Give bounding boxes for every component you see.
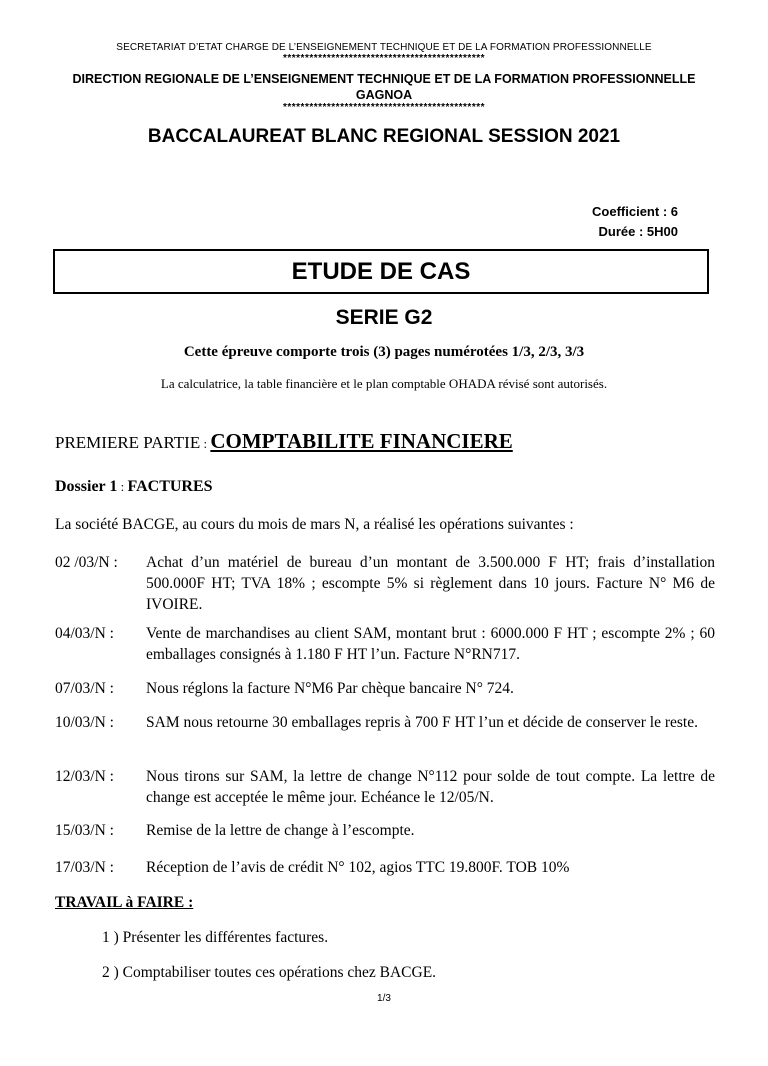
document-header bbox=[0, 42, 768, 148]
operation-date: 17/03/N : bbox=[55, 859, 114, 876]
separator-stars: ********************************************** bbox=[282, 102, 485, 113]
travail-heading: TRAVAIL à FAIRE : bbox=[55, 894, 194, 911]
operation-row bbox=[55, 820, 715, 841]
title-box bbox=[53, 249, 709, 294]
exam-title: BACCALAUREAT BLANC REGIONAL SESSION 2021 bbox=[147, 126, 621, 147]
duration: Durée : 5H00 bbox=[598, 224, 678, 239]
operation-row bbox=[55, 623, 715, 665]
operation-text: Réception de l’avis de crédit N° 102, agios TTC 19.800F. TOB 10% bbox=[146, 859, 570, 876]
ministry-line: SECRETARIAT D’ETAT CHARGE DE L’ENSEIGNEMENT TECHNIQUE ET DE LA FORMATION PROFESSIONNELLE bbox=[116, 42, 652, 53]
direction-line: DIRECTION REGIONALE DE L’ENSEIGNEMENT TECHNIQUE ET DE LA FORMATION PROFESSIONNELLE bbox=[72, 72, 696, 86]
part-prefix: PREMIERE PARTIE bbox=[55, 433, 201, 452]
part-separator: : bbox=[200, 436, 211, 451]
operation-date: 15/03/N : bbox=[55, 822, 114, 839]
intro-text: La société BACGE, au cours du mois de mars N, a réalisé les opérations suivantes : bbox=[55, 516, 574, 533]
operation-text: Vente de marchandises au client SAM, montant brut : 6000.000 F HT ; escompte 2% ; 60 emballages consignés à 1.180 F HT l’un. Facture N°RN717. bbox=[146, 625, 715, 663]
operation-row bbox=[55, 857, 715, 878]
operation-text: SAM nous retourne 30 emballages repris à 700 F HT l’un et décide de conserver le reste. bbox=[146, 714, 698, 731]
operation-text: Nous réglons la facture N°M6 Par chèque bancaire N° 724. bbox=[146, 680, 514, 697]
operation-date: 12/03/N : bbox=[55, 768, 114, 785]
operation-text: Remise de la lettre de change à l’escompte. bbox=[146, 822, 415, 839]
task-item: 2 ) Comptabiliser toutes ces opérations chez BACGE. bbox=[102, 964, 437, 981]
operation-date: 04/03/N : bbox=[55, 625, 114, 642]
dossier-label: Dossier 1 bbox=[55, 478, 118, 495]
part-heading bbox=[55, 429, 513, 454]
part-title: COMPTABILITE FINANCIERE bbox=[210, 429, 513, 453]
operation-date: 07/03/N : bbox=[55, 680, 114, 697]
serie-title: SERIE G2 bbox=[335, 306, 433, 329]
operation-date: 02 /03/N : bbox=[55, 554, 118, 571]
operation-row bbox=[55, 712, 715, 733]
city-line: GAGNOA bbox=[355, 88, 413, 102]
operation-row bbox=[55, 552, 715, 615]
dossier-separator: : bbox=[117, 479, 128, 494]
operation-row bbox=[55, 678, 715, 699]
page-number: 1/3 bbox=[377, 993, 391, 1004]
operation-date: 10/03/N : bbox=[55, 714, 114, 731]
dossier-heading bbox=[55, 478, 213, 496]
coefficient: Coefficient : 6 bbox=[592, 204, 678, 219]
pages-note: Cette épreuve comporte trois (3) pages numérotées 1/3, 2/3, 3/3 bbox=[183, 344, 585, 360]
separator-stars: ********************************************** bbox=[282, 53, 485, 64]
dossier-title: FACTURES bbox=[127, 478, 213, 495]
operation-row bbox=[55, 766, 715, 808]
task-item: 1 ) Présenter les différentes factures. bbox=[102, 929, 329, 946]
operation-text: Achat d’un matériel de bureau d’un montant de 3.500.000 F HT; frais d’installation 500.000F HT; TVA 18% ; escompte 5% si règlement dans 10 jours. Facture N° M6 de IVOIRE. bbox=[146, 554, 715, 613]
operation-text: Nous tirons sur SAM, la lettre de change N°112 pour solde de tout compte. La lettre de change est acceptée le même jour. Echéance le 12/05/N. bbox=[146, 768, 715, 806]
title-box-label: ETUDE DE CAS bbox=[291, 257, 471, 285]
calculator-note: La calculatrice, la table financière et le plan comptable OHADA révisé sont autorisés. bbox=[160, 376, 608, 391]
